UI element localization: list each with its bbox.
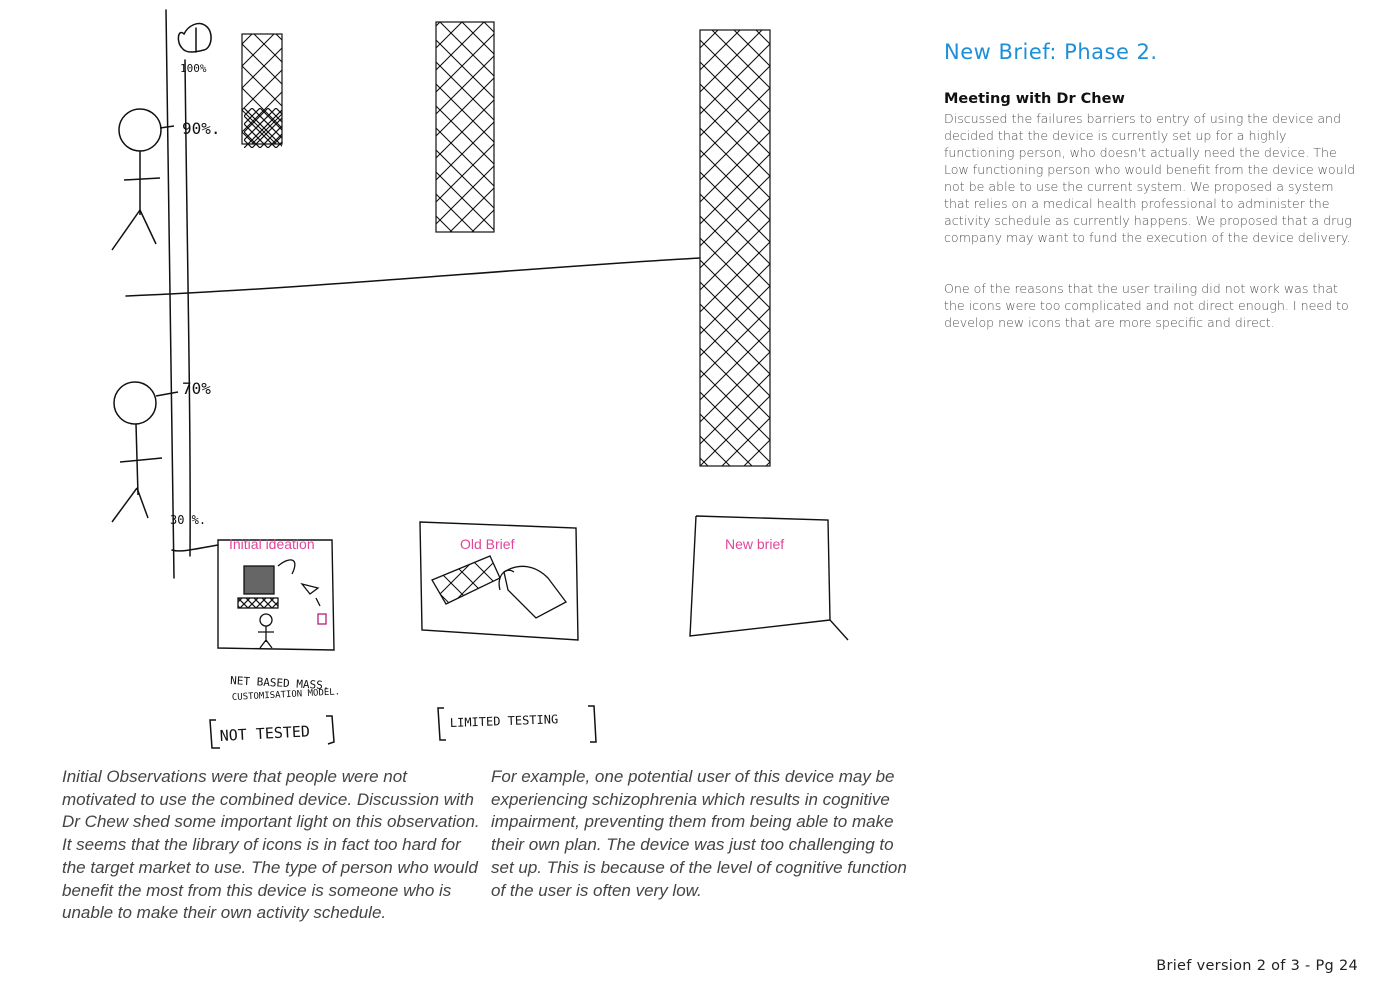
box-new-brief <box>690 516 848 640</box>
observation-text-right: For example, one potential user of this device may be experiencing schizophrenia which results in cognitive impairment, preventing them from being able to make their own plan. The device was just too challenging to set up. This is because of the level of cognitive function of the user is often very low. <box>491 767 907 900</box>
page-heading: New Brief: Phase 2. <box>944 40 1158 64</box>
box-initial-ideation <box>218 540 334 650</box>
stick-figure-upper <box>112 109 174 250</box>
meeting-subheading: Meeting with Dr Chew <box>944 91 1125 107</box>
bar-old-brief <box>436 22 494 232</box>
meeting-paragraph-1: Discussed the failures barriers to entry of using the device and decided that the device is currently set up for a highly functioning person, who doesn't actually need the device. The Low functioning person who would benefit from the device would not be able to use the current system. We proposed a system that relies on a medical health professional to administer the activity schedule as currently happens. We proposed that a drug company may want to fund the execution of the device delivery. <box>944 111 1356 245</box>
status-not-tested: NOT TESTED <box>219 722 311 745</box>
label-new-brief: New brief <box>725 536 785 552</box>
label-old-brief: Old Brief <box>460 536 515 552</box>
page-footer: Brief version 2 of 3 - Pg 24 <box>1156 958 1358 974</box>
scale-label-90: 90%. <box>182 119 221 138</box>
scale-label-30: 30 %. <box>170 513 207 527</box>
label-initial-ideation: Initial ideation <box>229 536 315 552</box>
note-line-1: NET BASED MASS. <box>229 674 330 693</box>
computer-doodle <box>238 560 326 648</box>
bar-initial-ideation <box>242 34 282 148</box>
bar-new-brief <box>700 30 770 466</box>
scale-label-100: 100% <box>180 62 207 75</box>
observation-text-left: Initial Observations were that people were not motivated to use the combined device. Discussion with Dr Chew shed some important light on this observation. It seems that the library of icons is in fact too hard for the target market to use. The type of person who would benefit the most from this device is someone who is unable to make their own activity schedule. <box>62 767 480 923</box>
meeting-paragraph-2: One of the reasons that the user trailing did not work was that the icons were too complicated and not direct enough. I need to develop new icons that are more specific and direct. <box>944 281 1349 330</box>
scale-label-70: 70% <box>182 379 211 398</box>
paper-doodle <box>432 556 566 618</box>
status-limited-testing: LIMITED TESTING <box>449 712 559 730</box>
note-line-2: CUSTOMISATION MODEL. <box>231 687 341 703</box>
stick-figure-lower <box>112 382 178 522</box>
